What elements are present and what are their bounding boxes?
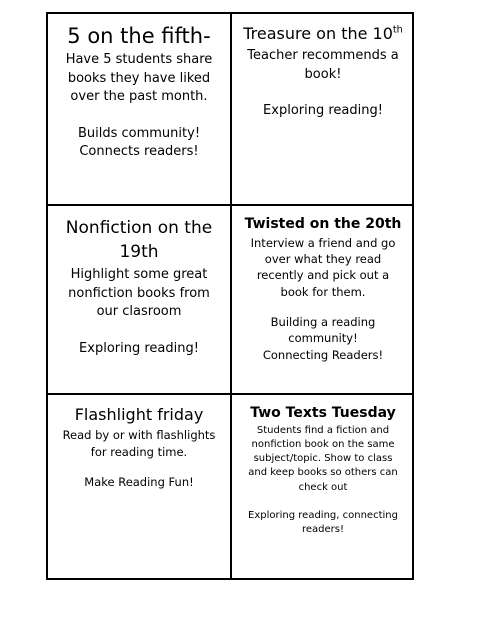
card-body-line: Have 5 students share — [65, 52, 213, 68]
card-note-line: community! — [288, 331, 358, 346]
card-note-line: Connects readers! — [79, 144, 199, 159]
card-note-line: Exploring reading! — [79, 340, 199, 356]
card-note-line: Connecting Readers! — [262, 347, 384, 362]
card-body-line: nonfiction book on the same — [251, 438, 395, 450]
card-title-text: Two Texts Tuesday — [250, 405, 396, 421]
card-note-line: Exploring reading! — [263, 103, 383, 119]
card-body-line: Highlight some great — [70, 267, 208, 283]
card-title-superscript: th — [392, 24, 403, 36]
card-note-line: Builds community! — [77, 125, 201, 141]
card-note-line: Make Reading Fun! — [84, 474, 194, 489]
card-nonfiction-on-the-19th — [48, 206, 232, 395]
card-title — [240, 216, 406, 233]
card-title — [56, 216, 222, 264]
card-body-line: Students find a fiction and — [256, 424, 390, 436]
card-body-line: for reading time. — [90, 444, 188, 459]
activity-card-grid — [46, 12, 414, 580]
card-body-line: our clasroom — [96, 304, 182, 320]
card-title-text-line2: 19th — [119, 242, 159, 263]
card-body-line: books they have liked — [67, 70, 211, 86]
card-body-line: over what they read — [264, 252, 382, 267]
card-body-line: Interview a friend and go — [250, 235, 396, 250]
card-body-line: book! — [304, 66, 342, 82]
card-body — [56, 51, 222, 161]
card-flashlight-friday — [48, 395, 232, 578]
card-body-line: over the past month. — [70, 89, 208, 105]
card-body — [240, 424, 406, 537]
card-note-line: Building a reading — [270, 315, 376, 330]
card-title — [56, 405, 222, 424]
card-note-line: Exploring reading, connecting — [248, 509, 398, 521]
card-title — [240, 24, 406, 43]
card-title-text: Treasure on the 10 — [243, 24, 393, 43]
card-title — [56, 24, 222, 49]
card-title — [240, 405, 406, 422]
card-two-texts-tuesday — [232, 395, 414, 578]
card-body-line: check out — [298, 481, 348, 493]
card-title-text: Flashlight friday — [74, 405, 204, 424]
card-body-line: and keep books so others can — [248, 467, 398, 479]
card-body-line: subject/topic. Show to class — [253, 453, 393, 465]
card-title-text: Nonfiction on the — [65, 218, 213, 238]
card-body-line: recently and pick out a — [256, 268, 390, 283]
card-body — [240, 47, 406, 120]
card-body-line: nonfiction books from — [68, 285, 210, 301]
card-treasure-on-the-tenth — [232, 14, 414, 206]
card-title-text: Twisted on the 20th — [244, 216, 402, 232]
card-twisted-on-the-20th — [232, 206, 414, 395]
card-body-line: Teacher recommends a — [247, 48, 399, 64]
card-body-line: book for them. — [280, 284, 366, 299]
card-body — [240, 235, 406, 363]
card-note-line: readers! — [301, 523, 344, 535]
card-title-text: 5 on the fifth- — [67, 24, 211, 48]
card-body-line: Read by or with flashlights — [62, 428, 216, 443]
card-body — [56, 266, 222, 358]
card-five-on-the-fifth — [48, 14, 232, 206]
card-body — [56, 427, 222, 490]
